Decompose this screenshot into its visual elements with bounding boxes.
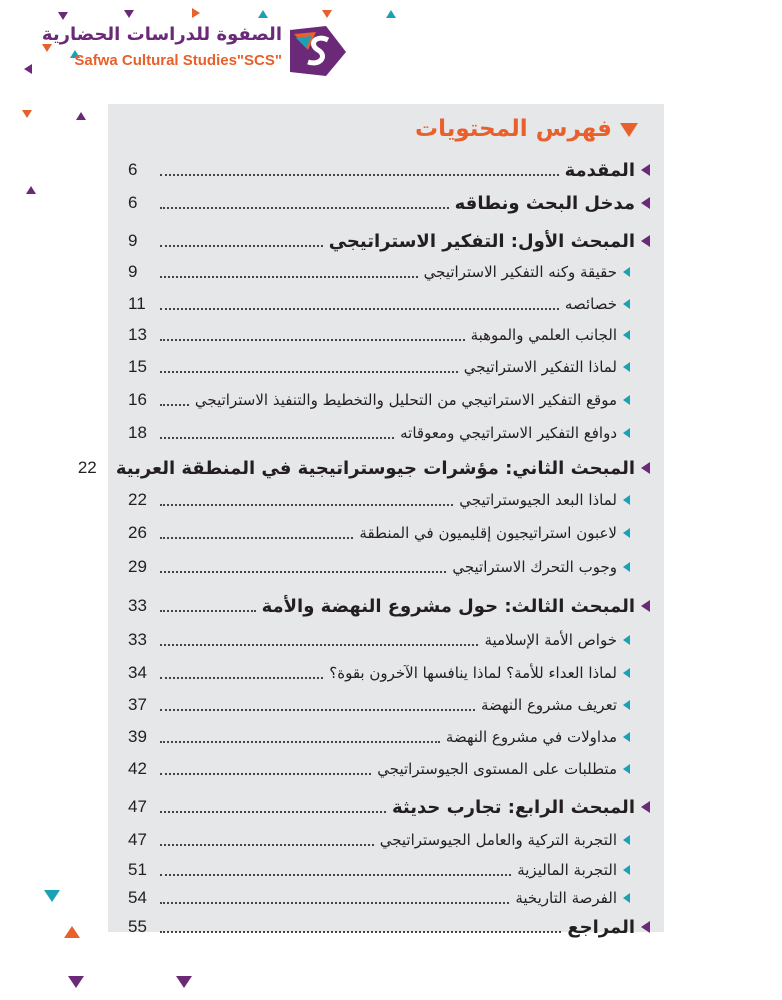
purple-triangle-bullet-icon <box>641 235 650 247</box>
toc-entry-title: المبحث الثاني: مؤشرات جيوستراتيجية في المنطقة العربية <box>115 457 635 479</box>
decor-triangle <box>64 926 80 938</box>
teal-triangle-bullet-icon <box>623 562 630 572</box>
toc-entry[interactable] <box>128 724 630 750</box>
toc-entry-title: مداولات في مشروع النهضة <box>445 728 617 746</box>
toc-heading <box>415 116 638 142</box>
toc-entry-title: المراجع <box>567 916 635 938</box>
dot-leader <box>160 504 453 506</box>
teal-triangle-bullet-icon <box>623 395 630 405</box>
toc-entry[interactable] <box>128 756 630 782</box>
toc-entry[interactable] <box>128 660 630 686</box>
teal-triangle-bullet-icon <box>623 299 630 309</box>
decor-triangle <box>192 8 200 18</box>
teal-triangle-bullet-icon <box>623 732 630 742</box>
triangle-down-icon <box>620 123 638 137</box>
toc-entry-page: 6 <box>128 160 138 179</box>
decor-triangle <box>42 44 52 52</box>
dot-leader <box>160 308 559 310</box>
toc-entry-page: 47 <box>128 830 147 849</box>
toc-entry[interactable] <box>128 387 630 413</box>
toc-entry[interactable] <box>128 885 630 911</box>
dot-leader <box>160 709 475 711</box>
toc-entry-title: لماذا العداء للأمة؟ لماذا ينافسها الآخرون بقوة؟ <box>329 664 617 682</box>
dot-leader <box>160 874 511 876</box>
toc-entry-title: دوافع التفكير الاستراتيجي ومعوقاته <box>400 424 617 442</box>
decor-triangle <box>68 976 84 988</box>
toc-entry-title: المقدمة <box>564 159 635 181</box>
toc-entry-page: 22 <box>77 458 97 477</box>
dot-leader <box>160 610 256 612</box>
toc-entry-title: الجانب العلمي والموهبة <box>470 326 617 344</box>
toc-entry-title: خصائصه <box>564 295 617 313</box>
teal-triangle-bullet-icon <box>623 330 630 340</box>
dot-leader <box>160 677 323 679</box>
toc-entry-title: حقيقة وكنه التفكير الاستراتيجي <box>423 263 617 281</box>
dot-leader <box>160 371 458 373</box>
dot-leader <box>160 537 353 539</box>
toc-entry[interactable] <box>128 259 630 285</box>
dot-leader <box>160 811 386 813</box>
purple-triangle-bullet-icon <box>641 462 650 474</box>
decor-triangle <box>176 976 192 988</box>
toc-entry[interactable] <box>128 520 630 546</box>
toc-entry[interactable] <box>128 857 630 883</box>
publisher-logo <box>41 22 350 80</box>
teal-triangle-bullet-icon <box>623 835 630 845</box>
toc-entry-title: المبحث الأول: التفكير الاستراتيجي <box>328 230 635 252</box>
decor-triangle <box>322 10 332 18</box>
decor-triangle <box>44 890 60 902</box>
dot-leader <box>160 174 559 176</box>
toc-entry[interactable] <box>128 554 630 580</box>
toc-title: فهرس المحتويات <box>414 116 612 142</box>
teal-triangle-bullet-icon <box>623 668 630 678</box>
toc-entry-title: المبحث الثالث: حول مشروع النهضة والأمة <box>261 595 635 617</box>
purple-triangle-bullet-icon <box>641 801 650 813</box>
dot-leader <box>160 644 478 646</box>
toc-entry-page: 16 <box>128 390 147 409</box>
dot-leader <box>160 902 509 904</box>
toc-entry-page: 37 <box>128 695 147 714</box>
toc-entry-title: لاعبون استراتيجيون إقليميون في المنطقة <box>359 524 617 542</box>
teal-triangle-bullet-icon <box>623 528 630 538</box>
teal-triangle-bullet-icon <box>623 362 630 372</box>
toc-entry-page: 42 <box>128 759 147 778</box>
decor-triangle <box>258 10 268 18</box>
dot-leader <box>160 207 449 209</box>
table-of-contents <box>77 104 664 938</box>
toc-entry-page: 22 <box>128 490 147 509</box>
decor-triangle <box>386 10 396 18</box>
dot-leader <box>160 404 189 406</box>
toc-entry-title: التجربة الماليزية <box>517 861 617 879</box>
toc-entry-page: 39 <box>128 727 147 746</box>
toc-entry-title: التجربة التركية والعامل الجيوستراتيجي <box>379 831 617 849</box>
toc-entry-page: 29 <box>128 557 147 576</box>
toc-entry[interactable] <box>128 827 630 853</box>
toc-entry-page: 34 <box>128 663 147 682</box>
toc-entry-page: 33 <box>128 596 147 615</box>
toc-entry-title: خواص الأمة الإسلامية <box>484 631 617 649</box>
toc-entry-page: 15 <box>128 357 147 376</box>
toc-entry[interactable] <box>128 692 630 718</box>
toc-entry[interactable] <box>128 157 650 183</box>
dot-leader <box>160 571 446 573</box>
toc-entry[interactable] <box>128 593 650 619</box>
toc-entry[interactable] <box>128 487 630 513</box>
toc-entry[interactable] <box>128 420 630 446</box>
toc-entry[interactable] <box>128 291 630 317</box>
dot-leader <box>160 276 418 278</box>
toc-entry-page: 6 <box>128 193 138 212</box>
decor-triangle <box>24 64 32 74</box>
dot-leader <box>160 339 465 341</box>
toc-entry-title: تعريف مشروع النهضة <box>480 696 617 714</box>
teal-triangle-bullet-icon <box>623 495 630 505</box>
dot-leader <box>160 437 394 439</box>
toc-entry-page: 55 <box>128 917 147 936</box>
teal-triangle-bullet-icon <box>623 893 630 903</box>
toc-entry-page: 26 <box>128 523 147 542</box>
toc-entry[interactable] <box>128 228 650 254</box>
toc-entry-title: وجوب التحرك الاستراتيجي <box>452 558 617 576</box>
decor-triangle <box>26 186 36 194</box>
decor-triangle <box>58 12 68 20</box>
dot-leader <box>160 741 440 743</box>
toc-entry[interactable] <box>128 190 650 216</box>
toc-entry-page: 11 <box>128 294 146 313</box>
toc-entry[interactable] <box>77 455 650 481</box>
teal-triangle-bullet-icon <box>623 267 630 277</box>
toc-entry-title: المبحث الرابع: تجارب حديثة <box>391 796 635 818</box>
toc-entry-page: 47 <box>128 797 147 816</box>
toc-entry-page: 13 <box>128 325 147 344</box>
purple-triangle-bullet-icon <box>641 164 650 176</box>
decor-triangle <box>76 112 86 120</box>
logo-english-name: Safwa Cultural Studies"SCS" <box>74 52 282 69</box>
dot-leader <box>160 931 561 933</box>
teal-triangle-bullet-icon <box>623 428 630 438</box>
purple-triangle-bullet-icon <box>641 921 650 933</box>
toc-entry[interactable] <box>128 322 630 348</box>
teal-triangle-bullet-icon <box>623 700 630 710</box>
toc-entry-title: موقع التفكير الاستراتيجي من التحليل والتخطيط والتنفيذ الاستراتيجي <box>194 391 617 409</box>
toc-entry-title: الفرصة التاريخية <box>515 889 617 907</box>
teal-triangle-bullet-icon <box>623 635 630 645</box>
toc-entry-title: لماذا التفكير الاستراتيجي <box>463 358 617 376</box>
logo-arabic-name: الصفوة للدراسات الحضارية <box>41 24 282 45</box>
toc-entry[interactable] <box>128 794 650 820</box>
decor-triangle <box>124 10 134 18</box>
toc-entry-title: لماذا البعد الجيوستراتيجي <box>459 491 617 509</box>
toc-entry[interactable] <box>128 354 630 380</box>
dot-leader <box>160 773 371 775</box>
scs-logo-icon <box>286 24 350 78</box>
toc-entry-page: 18 <box>128 423 147 442</box>
teal-triangle-bullet-icon <box>623 764 630 774</box>
toc-entry-page: 9 <box>128 231 138 250</box>
toc-entry-page: 9 <box>128 262 138 281</box>
dot-leader <box>160 245 323 247</box>
toc-entry-title: متطلبات على المستوى الجيوستراتيجي <box>377 760 617 778</box>
toc-entry-page: 54 <box>128 888 147 907</box>
toc-entry-page: 51 <box>128 860 147 879</box>
teal-triangle-bullet-icon <box>623 865 630 875</box>
toc-entry-page: 33 <box>128 630 147 649</box>
decor-triangle <box>22 110 32 118</box>
purple-triangle-bullet-icon <box>641 197 650 209</box>
toc-entry-title: مدخل البحث ونطاقه <box>454 192 635 214</box>
purple-triangle-bullet-icon <box>641 600 650 612</box>
toc-entry[interactable] <box>128 627 630 653</box>
dot-leader <box>160 844 374 846</box>
toc-entry[interactable] <box>128 914 650 940</box>
